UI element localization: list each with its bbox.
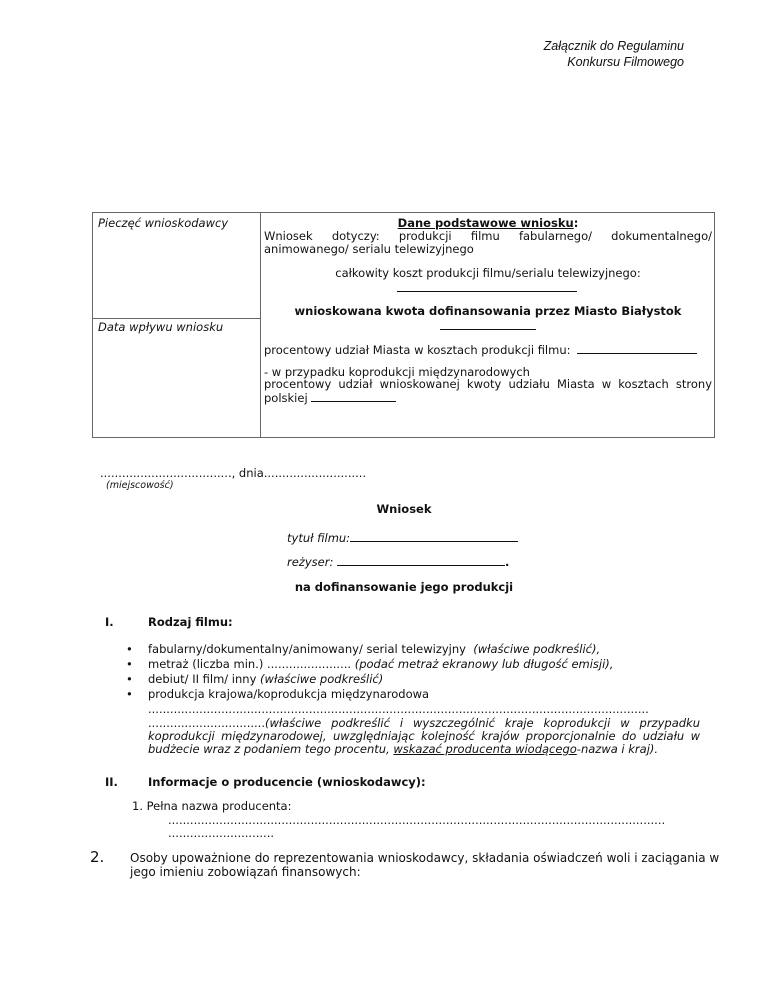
total-cost-blank[interactable] [397,279,577,292]
representatives-text: Osoby upoważnione do reprezentowania wnioskodawcy, składania oświadczeń woli i zaciągania w jego imieniu zobowiązań finansowych: [130,851,720,879]
section-2-number: II. [105,775,118,789]
list-item [126,672,700,687]
city-share-row [264,342,712,357]
coproduction-share-row [264,378,712,405]
list-item [126,687,700,756]
production-note-text: (właściwe podkreślić i wyszczególnić kraje koprodukcji w przypadku koprodukcji międzynarodowej, uwzględniając kolejność krajów proporcjonalnie do udziału w budżecie wraz z podaniem tego procentu, [148,716,700,756]
coproduction-note: - w przypadku koprodukcji międzynarodowych [264,365,530,379]
header-left-divider [92,318,261,319]
section-1-title: Rodzaj filmu: [148,615,233,629]
director-blank[interactable] [337,554,505,566]
section-2-item-2-number: 2. [90,848,105,866]
concern-word: Wniosek [264,229,313,243]
lead-producer-note: wskazać producenta wiodącego [393,742,577,756]
production-dots-line[interactable]: ......................................................................................................................................... [148,702,649,716]
list-item [126,642,700,657]
concern-word: produkcji [398,229,452,243]
basic-data-title: Dane podstawowe wniosku [397,216,574,230]
debut-text: debiut/ II film/ inny [148,672,257,686]
production-note [148,717,700,756]
attachment-note [544,38,684,70]
film-type-list [126,642,700,756]
concern-word: filmu [470,229,500,243]
attachment-line-2: Konkursu Filmowego [567,55,684,69]
application-title: Wniosek [376,502,432,516]
film-kind-note: (właściwe podkreślić), [473,642,601,656]
debut-note: (właściwe podkreślić) [260,672,384,686]
basic-data-colon: : [573,216,579,230]
application-purpose: na dofinansowanie jego produkcji [294,580,514,594]
film-title-label: tytuł filmu: [287,531,351,545]
place-label: (miejscowość) [106,480,174,491]
producer-name-dots-1[interactable]: ........................................................................................................................................ [168,813,666,827]
duration-note: (podać metraż ekranowy lub długość emisji), [354,657,614,671]
film-title-blank[interactable] [350,530,518,542]
director-end: . [504,555,510,569]
attachment-line-1: Załącznik do Regulaminu [543,39,684,53]
requested-amount-title: wnioskowana kwota dofinansowania przez Miasto Białystok [294,304,682,318]
concern-line-1 [264,229,712,243]
concern-word: dokumentalnego/ [611,229,712,243]
total-cost-label: całkowity koszt produkcji filmu/serialu telewizyjnego: [335,266,641,280]
place-date-line[interactable]: ...................................., dnia............................ [100,466,367,480]
producer-name-label: 1. Pełna nazwa producenta: [132,799,292,813]
requested-amount-blank[interactable] [440,317,536,330]
production-type-text: produkcja krajowa/koprodukcja międzynarodowa [148,687,430,701]
basic-data-heading [264,216,712,230]
section-1-number: I. [105,615,114,629]
list-item [126,657,700,672]
film-title-row [287,530,518,545]
duration-text: metraż (liczba min.) ....................... [148,657,352,671]
date-received-label: Data wpływu wniosku [98,320,224,334]
section-2-title: Informacje o producencie (wnioskodawcy): [148,775,426,789]
producer-name-dots-2[interactable]: ............................. [168,826,275,840]
coproduction-share-label: procentowy udział wnioskowanej kwoty udziału Miasta w kosztach strony polskiej [264,377,712,405]
director-row [287,554,509,569]
director-label: reżyser: [287,555,334,569]
coproduction-share-blank[interactable] [311,391,396,402]
city-share-label: procentowy udział Miasta w kosztach produkcji filmu: [264,343,571,357]
stamp-label: Pieczęć wnioskodawcy [98,216,229,230]
concern-line-2: animowanego/ serialu telewizyjnego [264,242,474,256]
production-note-dots[interactable]: ................................ [148,716,265,730]
film-kind-text: fabularny/dokumentalny/animowany/ serial telewizyjny [148,642,466,656]
production-note-end: -nazwa i kraj). [576,742,659,756]
concern-word: dotyczy: [331,229,380,243]
city-share-blank[interactable] [577,342,697,354]
concern-word: fabularnego/ [518,229,592,243]
